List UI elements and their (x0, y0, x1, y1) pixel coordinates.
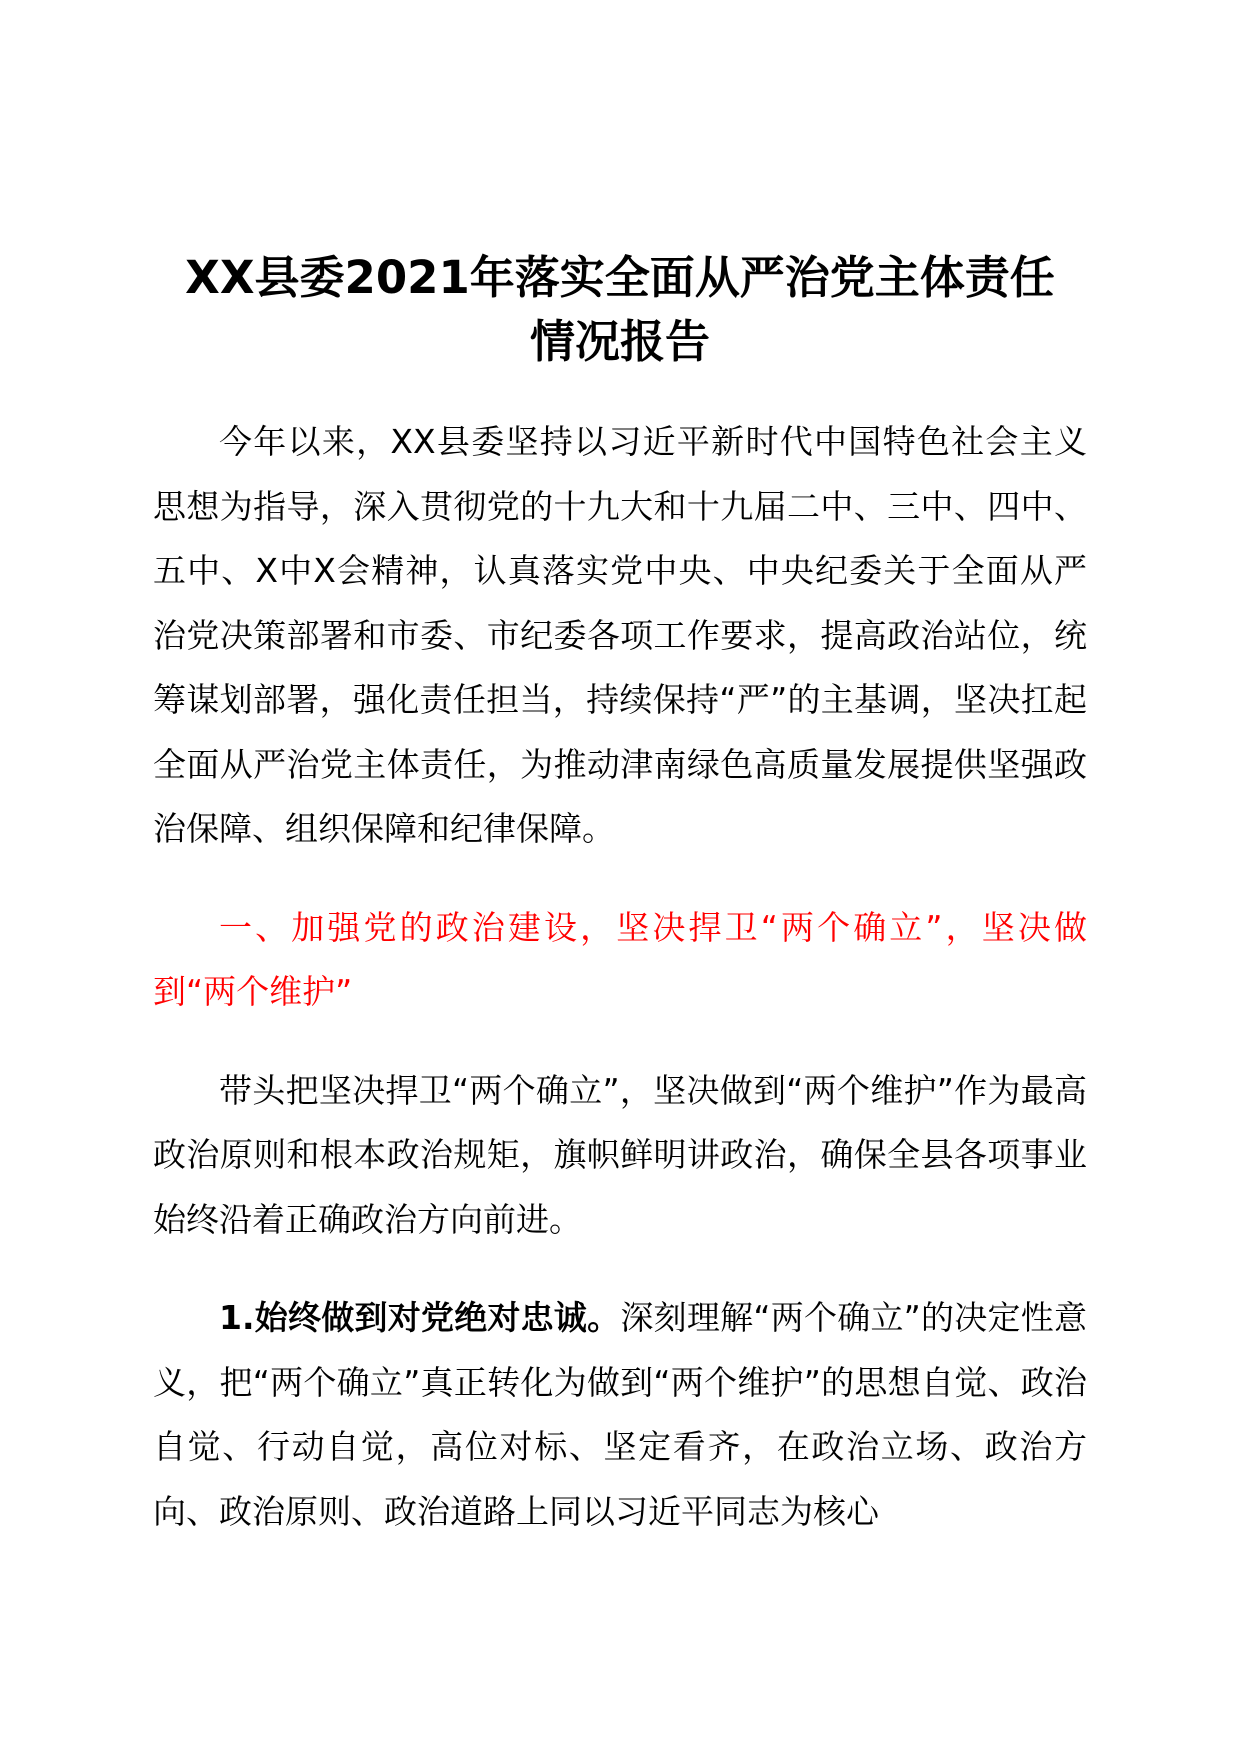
item-1-paragraph (153, 1286, 1087, 1544)
intro-paragraph: 今年以来，XX县委坚持以习近平新时代中国特色社会主义思想为指导，深入贯彻党的十九大和十九届二中、三中、四中、五中、X中X会精神，认真落实党中央、中央纪委关于全面从严治党决策部署和市委、市纪委各项工作要求，提高政治站位，统筹谋划部署，强化责任担当，持续保持“严”的主基调，坚决扛起全面从严治党主体责任，为推动津南绿色高质量发展提供坚强政治保障、组织保障和纪律保障。 (153, 422, 1087, 848)
item-1-text: 深刻理解“两个确立”的决定性意义，把“两个确立”真正转化为做到“两个维护”的思想自觉、政治自觉、行动自觉，高位对标、坚定看齐，在政治立场、政治方向、政治原则、政治道路上同以习近平同志为核心 (153, 1298, 1087, 1531)
section-1-paragraph: 带头把坚决捍卫“两个确立”，坚决做到“两个维护”作为最高政治原则和根本政治规矩，旗帜鲜明讲政治，确保全县各项事业始终沿着正确政治方向前进。 (153, 1070, 1087, 1239)
document-title (153, 246, 1087, 374)
title-line-2: 情况报告 (529, 315, 710, 368)
title-line-1: XX县委2021年落实全面从严治党主体责任 (185, 251, 1055, 304)
item-1-lead: 1.始终做到对党绝对忠诚。 (219, 1298, 621, 1337)
document-body (153, 410, 1087, 1544)
section-1-heading: 一、加强党的政治建设，坚决捍卫“两个确立”，坚决做到“两个维护” (153, 907, 1087, 1011)
